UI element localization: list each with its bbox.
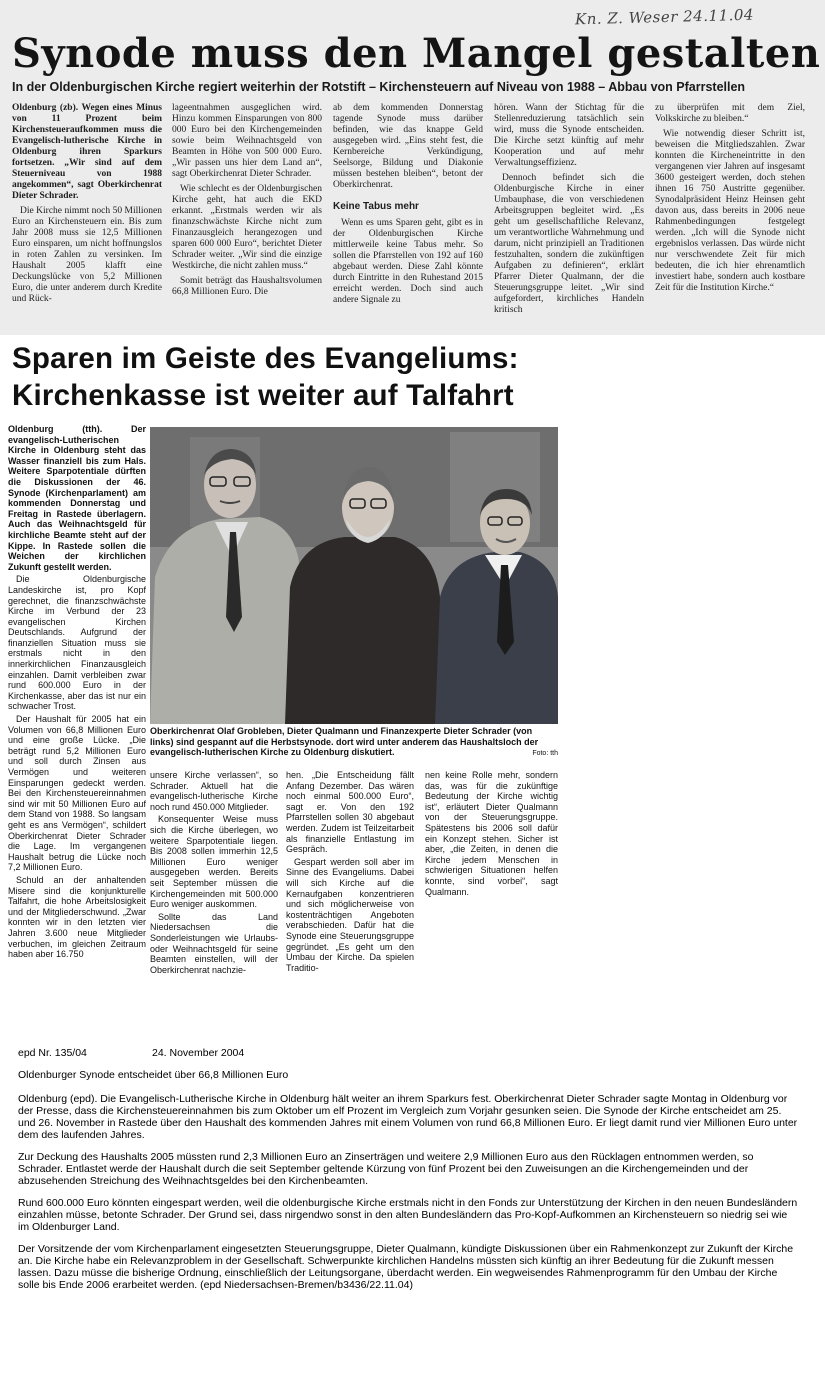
paragraph: Gespart werden soll aber im Sinne des Evangeliums. Dabei will sich Kirche auf die Kernaufgaben konzentrieren und sich möglicherweise von kostenträchtigen Angeboten verabschieden. Dafür hat die Synode eine Steuerungsgruppe gegründet. „Es geht um den Umbau der Kirche. Da spielen Traditio-	[286, 856, 414, 973]
newspaper-clipping-2	[0, 340, 825, 980]
paragraph: Der Haushalt für 2005 hat ein Volumen von 66,8 Millionen Euro und eine große Lücke. „Die beträgt rund 5,2 Millionen Euro und soll durch Zinsen aus Vermögen und weiteren Einsparungen gedeckt werden. Bei den Kirchensteuereinnahmen sind wir mit 50 Millionen Euro auf dem Stand von 1988. So langsam geht es ans Vermögen“, schildert Oberkirchenrat Dieter Schrader die Lage. Im vergangenen Haushalt betrug die Lücke noch 7,2 Millionen Euro.	[8, 714, 146, 873]
paragraph: lageentnahmen ausgeglichen wird. Hinzu kommen Einsparungen von 800 000 Euro bei den Kirchengemeinden sowie beim Weihnachtsgeld von Beamten in Höhe von 500 000 Euro. „Wir passen uns hier dem Land an“, sagt Oberkirchenrat Dieter Schrader.	[172, 103, 322, 179]
group-photo	[150, 427, 558, 724]
lead-paragraph: Oldenburg (tth). Der evangelisch-Lutherischen Kirche in Oldenburg steht das Wasser finanziell bis zum Hals. Weitere Sparpotentiale dürften die Diskussionen der 46. Synode (Kirchenparlament) am kommenden Donnerstag und Freitag in Rastede überlagern. Auch das Weihnachtsgeld für kirchliche Beamte steht auf der Kippe. In Rastede sollen die Weichen der kirchlichen Zukunft gestellt werden.	[8, 424, 146, 572]
photo-credit: Foto: tth	[532, 750, 558, 757]
article-column-5	[655, 103, 805, 298]
paragraph: Die Oldenburgische Landeskirche ist, pro Kopf gerechnet, die finanzschwächste Kirche im Verbund der 23 evangelischen Kirchen Deutschlands. Aufgrund der finanziellen Situation muss sie erstmals nicht in den innerkirchlichen Finanzausgleich einzahlen. Damit verbleiben zwar rund 600.000 Euro in der Kirchenkasse, aber das ist nur ein schwacher Trost.	[8, 574, 146, 712]
article-column-b	[286, 770, 414, 975]
paragraph: Wenn es ums Sparen geht, gibt es in der Oldenburgischen Kirche mittlerweile keine Tabus mehr. So sollen die Pfarrstellen von 192 auf 160 abgebaut werden. Diese Zahl könnte durch Eintritte in den Ruhestand 2015 erreicht werden. Doch sind auch andere Signale zu	[333, 218, 483, 305]
article-column-c	[425, 770, 558, 899]
paragraph: Rund 600.000 Euro könnten eingespart werden, weil die oldenburgische Kirche erstmals nicht in den Fonds zur Unterstützung der Kirchen in den neuen Bundesländern einzahlen müsse, betonte Schrader. Der Grund sei, dass nirgendwo sonst in den alten Bundesländern das Pro-Kopf-Aufkommen an Kirchensteuern so niedrig sei wie im Oldenburger Land.	[18, 1197, 798, 1233]
paragraph: Wie schlecht es der Oldenburgischen Kirche geht, hat auch die EKD erkannt. „Erstmals werden wir als finanzschwächste Kirche nicht zum Finanzausgleich herangezogen und sparen 600 000 Euro“, berichtet Dieter Schrader weiter. „Wir sind die einzige Westkirche, die nicht zahlen muss.“	[172, 184, 322, 271]
paragraph: Der Vorsitzende der vom Kirchenparlament eingesetzten Steuerungsgruppe, Dieter Qualmann, kündigte Diskussionen über ein Rahmenkonzept zur Zukunft der Kirche an. Die Kirche habe ein Relevanzproblem in der Gesellschaft. Schwerpunkte kirchlichen Handelns müssten sich künftig an ihrer Bedeutung für die Zukunft messen lassen. Dazu müsse die bisherige Ordnung, einschließlich der Leitungsorgane, überdacht werden. Ein wegweisendes Rahmenprogramm für den Umbau der Kirche solle bis Ende 2006 erarbeitet werden. (epd Niedersachsen-Bremen/b3436/22.11.04)	[18, 1243, 794, 1291]
paragraph: Oldenburg (zb). Wegen eines Minus von 11 Prozent beim Kirchensteueraufkommen muss die Evangelisch-lutherische Kirche in Oldenburg ihren Sparkurs fortsetzen. „Wir sind auf dem Steuerniveau von 1988 angekommen“, sagt Oberkirchenrat Dieter Schrader.	[12, 103, 162, 201]
paragraph: hen. „Die Entscheidung fällt Anfang Dezember. Das wären noch einmal 500.000 Euro“, sagt er. Von den 192 Pfarrstellen sollen 30 abgebaut werden. Zudem ist Teilzeitarbeit als finanzielle Entlastung im Gespräch.	[286, 770, 414, 855]
paragraph: unsere Kirche verlassen“, so Schrader. Aktuell hat die evangelisch-lutherische Kirche noch rund 450.000 Mitglieder.	[150, 770, 278, 812]
article-column-a	[150, 770, 278, 977]
newspaper-clipping-1	[0, 0, 825, 335]
lead-column	[8, 424, 146, 962]
headline	[12, 340, 519, 414]
subheadline: In der Oldenburgischen Kirche regiert weiterhin der Rotstift – Kirchensteuern auf Niveau von 1988 – Abbau von Pfarrstellen	[12, 80, 746, 94]
paragraph: Somit beträgt das Haushaltsvolumen 66,8 Millionen Euro. Die	[172, 276, 322, 297]
paragraph: Zur Deckung des Haushalts 2005 müssten rund 2,3 Millionen Euro an Zinserträgen und weitere 2,9 Millionen Euro aus den Rücklagen entnommen werden, so Schrader. Entlastet werde der Haushalt durch die seit September geltende Kürzung von fünf Prozent bei den Zuweisungen an die Kirchengemeinden und der abzusehenden Streichung des Weihnachtsgeldes bei den Kirchenbeamten.	[18, 1151, 754, 1187]
photo-caption: Oberkirchenrat Olaf Grobleben, Dieter Qualmann und Finanzexperte Dieter Schrader (von links) sind gespannt auf die Herbstsynode. dort wird unter anderem das Haushaltsloch der evangelisch-lutherischen Kirche zu Oldenburg diskutiert.	[150, 726, 539, 757]
paragraph: Sollte das Land Niedersachsen die Sonderleistungen wie Urlaubs- oder Weihnachtsgeld für seine Beamten einstellen, will der Oberkirchenrat nachzie-	[150, 911, 278, 975]
paragraph: ab dem kommenden Donnerstag tagende Synode muss darüber befinden, wie das knappe Geld ausgegeben wird. „Eins steht fest, die Kernbereiche Verkündigung, Seelsorge, Bildung und Diakonie müssen bestehen bleiben“, betont der Oberkirchenrat.	[333, 103, 483, 190]
headline-line-1: Sparen im Geiste des Evangeliums:	[12, 342, 519, 375]
epd-title: Oldenburger Synode entscheidet über 66,8 Millionen Euro	[18, 1069, 289, 1081]
article-column-3	[333, 103, 483, 310]
epd-date: 24. November 2004	[152, 1047, 245, 1059]
paragraph: Dennoch befindet sich die Oldenburgische Kirche in einer Umbauphase, die von verschiedenen Arbeitsgruppen begleitet wird. „Es geht um gesellschaftliche Relevanz, um verantwortliche Wahrnehmung und darum, nicht prinzipiell an Traditionen festzuhalten, sondern die zukünftigen Aufgaben zu definieren“, erklärt Pfarrer Dieter Qualmann, der die Steuerungsgruppe leitet. „Wir sind aufgefordert, kirchliches Handeln kritisch	[494, 173, 644, 315]
section-subhead: Keine Tabus mehr	[333, 201, 419, 212]
paragraph: zu überprüfen mit dem Ziel, Volkskirche zu bleiben.“	[655, 103, 805, 124]
article-column-1	[12, 103, 162, 309]
paragraph: Oldenburg (epd). Die Evangelisch-Lutherische Kirche in Oldenburg hält weiter an ihrem Sparkurs fest. Oberkirchenrat Dieter Schrader sagte Montag in Oldenburg vor der Presse, dass die Kirchensteuereinnahmen bis zum Oktober um elf Prozent im Vergleich zum Vorjahr gesunken seien. Die Synode der Kirche entscheidet am 25. und 26. November in Rastede über den Haushalt des kommenden Jahres mit einem Volumen von rund 66,8 Millionen Euro. Er liegt damit rund vier Millionen Euro unter dem des laufenden Jahres.	[18, 1093, 798, 1141]
paragraph: Konsequenter Weise muss sich die Kirche überlegen, wo weitere Sparpotentiale liegen. Bis 2008 sollen immerhin 12,5 Millionen Euro weniger ausgegeben werden. Bereits seit September müssen die Kirchengemeinden mit 500.000 Euro weniger auskommen.	[150, 814, 278, 910]
paragraph: Wie notwendig dieser Schritt ist, beweisen die Mitgliedszahlen. Zwar konnten die Kircheneintritte in den vergangenen vier Jahren auf insgesamt 3600 gesteigert werden, doch stehen ihnen 16 750 Austritte gegenüber. Synodalpräsident Heinz Heinsen geht davon aus, dass bereits in 2006 neue Rahmenbedingungen festgelegt werden. „Ich will die Synode nicht ergebnislos verlassen. Das würde nicht nur verschwendete Zeit für mich bedeuten, die ich hier ehrenamtlich investiert habe, sondern auch kostbare Zeit für die Institution Kirche.“	[655, 129, 805, 293]
paragraph: Schuld an der anhaltenden Misere sind die konjunkturelle Talfahrt, die hohe Arbeitslosigkeit und der Mitgliederschwund. „Zwar konnten wir in den letzten vier Jahren 3.600 neue Mitglieder verbuchen, im gleichen Zeitraum haben aber 16.750	[8, 874, 146, 960]
paragraph: Die Kirche nimmt noch 50 Millionen Euro an Kirchensteuern ein. Bis zum Jahr 2008 muss sie 12,5 Millionen Euro einsparen, um nicht hoffnungslos in roten Zahlen zu versinken. Im Haushalt 2005 klafft eine Deckungslücke von 5,2 Millionen Euro, die unter anderem durch Kredite und Rück-	[12, 206, 162, 304]
paragraph: hören. Wann der Stichtag für die Stellenreduzierung tatsächlich sein wird, muss die Synode entscheiden. Die Kirche setzt künftig auf mehr Kooperation und auf mehr Verwaltungseffizienz.	[494, 103, 644, 168]
epd-number: epd Nr. 135/04	[18, 1047, 87, 1059]
headline-line-2: Kirchenkasse ist weiter auf Talfahrt	[12, 379, 514, 412]
paragraph: nen keine Rolle mehr, sondern das, was für die zukünftige Bedeutung der Kirche wichtig ist“, erläutert Dieter Qualmann von der Steuerungsgruppe. Spätestens bis 2006 soll dafür ein Konzept stehen. Sicher ist aber, „die Zeiten, in denen die Kirche jedem Menschen in schwierigen Situationen helfen konnte, sind vorbei“, sagt Qualmann.	[425, 770, 558, 897]
handwritten-note: Kn. Z. Weser 24.11.04	[574, 5, 755, 29]
epd-body	[18, 1093, 798, 1301]
headline: Synode muss den Mangel gestalten	[12, 30, 821, 77]
article-column-2	[172, 103, 322, 302]
article-column-4	[494, 103, 644, 320]
